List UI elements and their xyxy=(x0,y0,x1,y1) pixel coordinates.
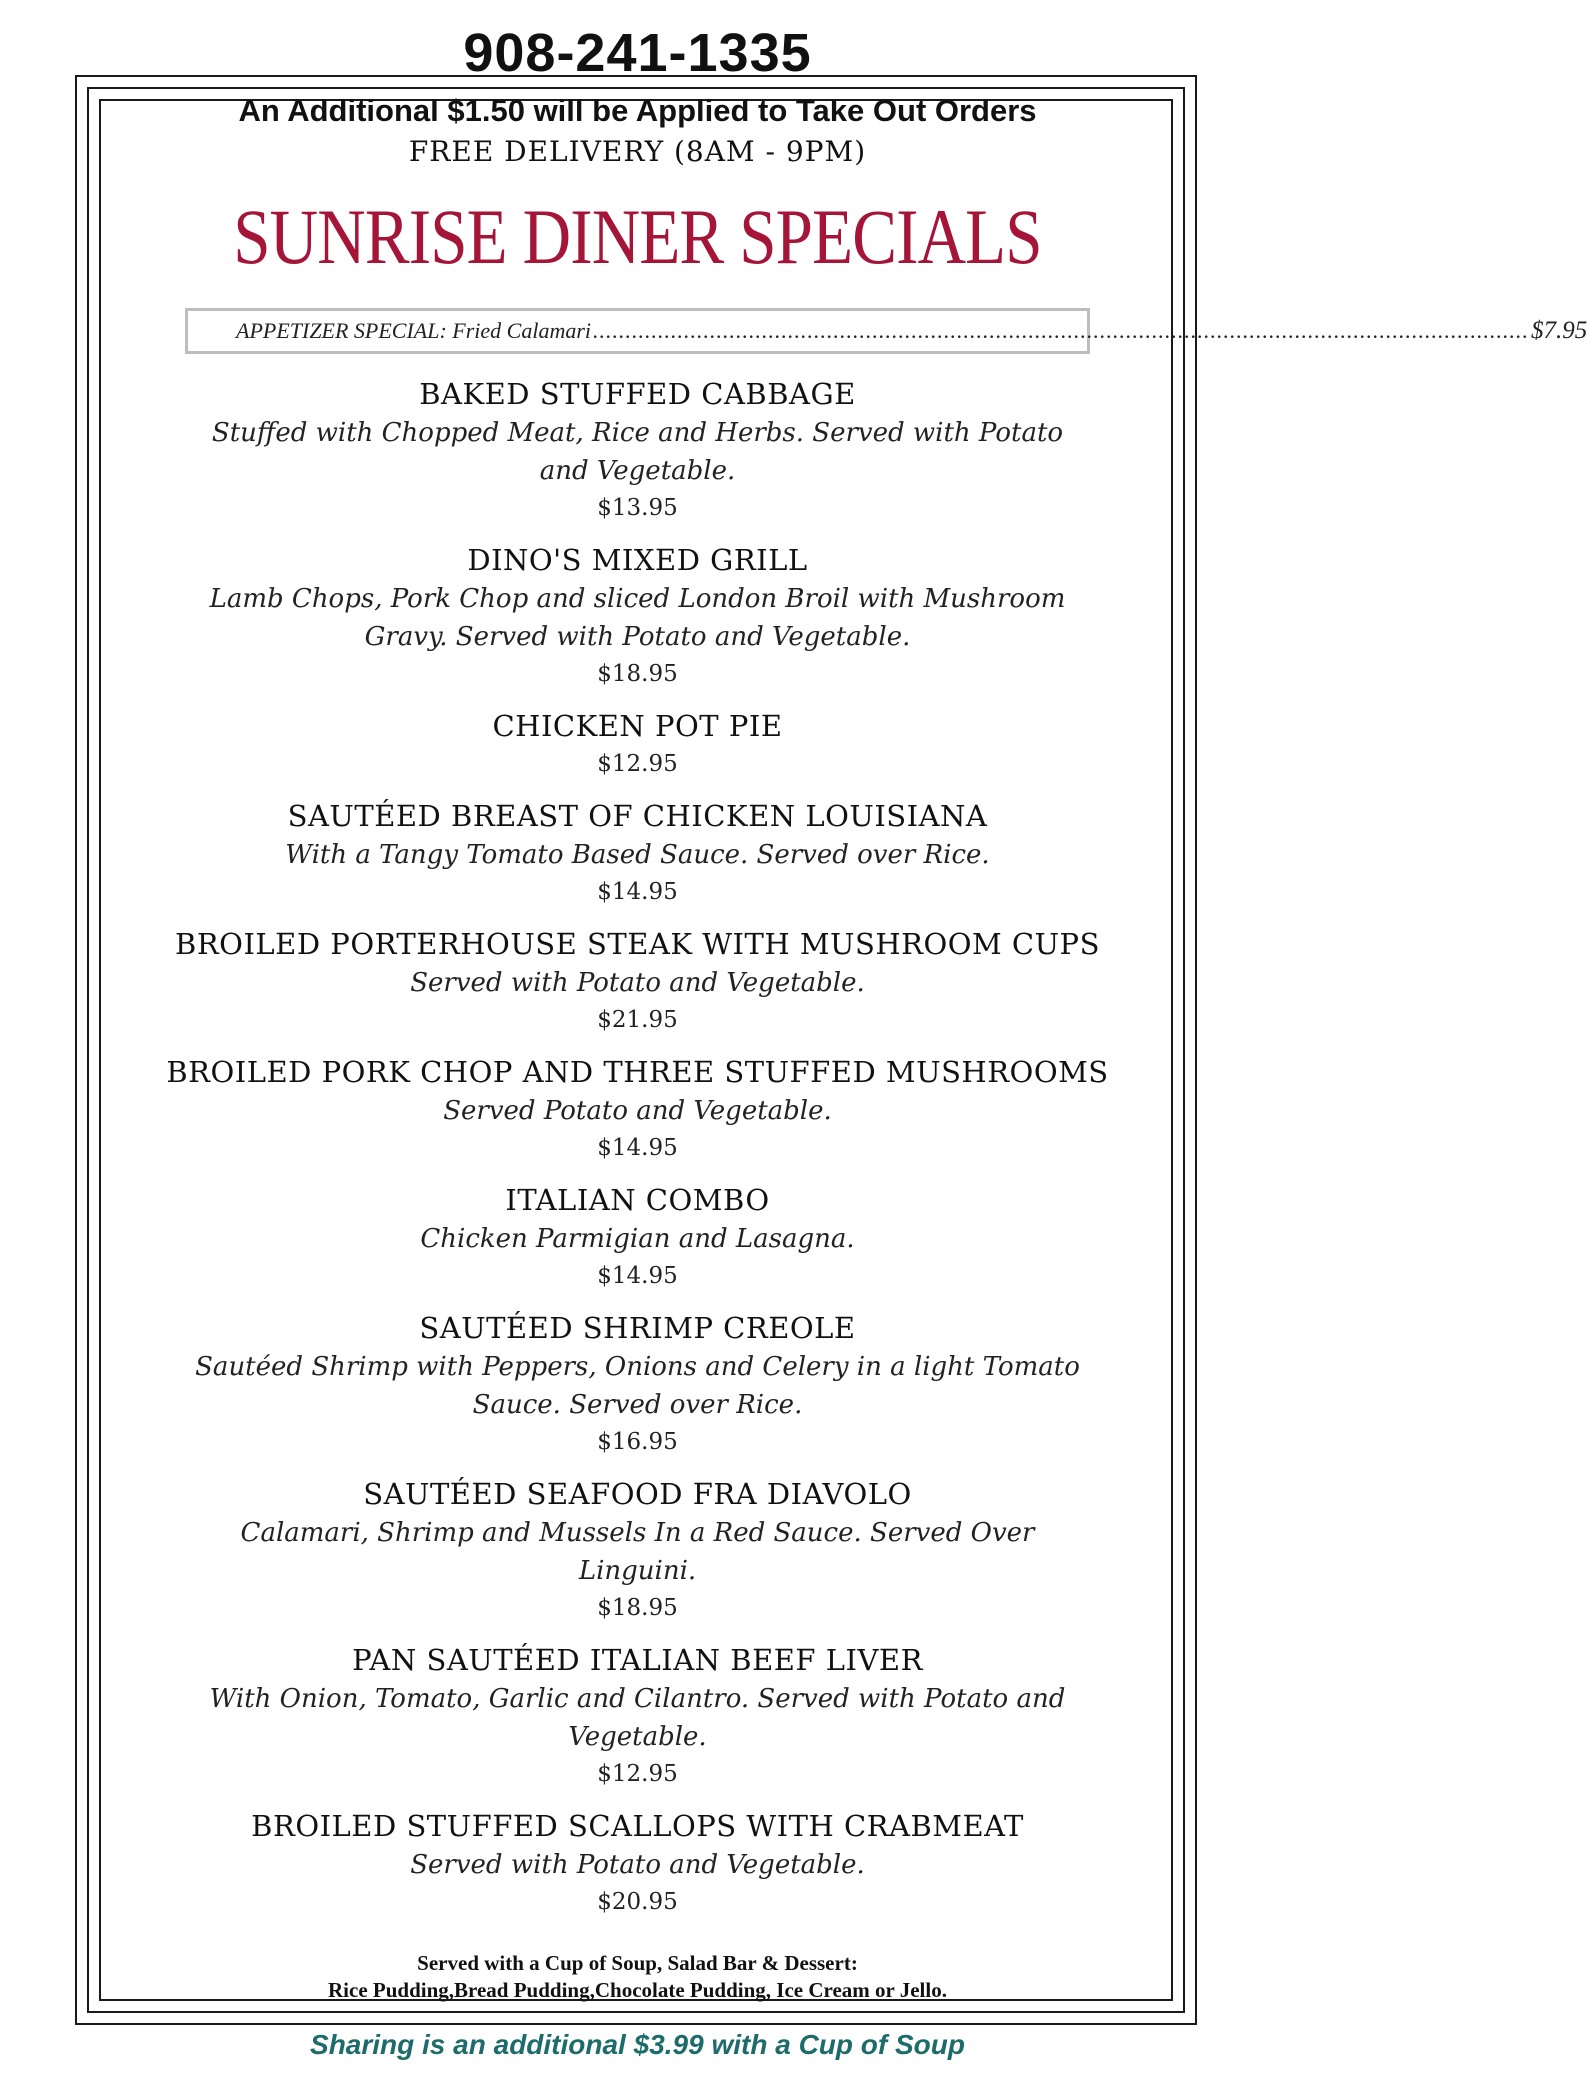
appetizer-dot-leader: ................................................................................................................................................ xyxy=(593,318,1530,343)
menu-item-description: Lamb Chops, Pork Chop and sliced London Broil with Mushroom Gravy. Served with Potato and Vegetable. xyxy=(209,584,1066,652)
menu-item-name: BAKED STUFFED CABBAGE xyxy=(419,377,856,411)
appetizer-price: $7.95 xyxy=(1531,317,1587,344)
menu-item xyxy=(150,1180,1125,1294)
menu-item xyxy=(150,1806,1125,1920)
menu-item-description: Calamari, Shrimp and Mussels In a Red Sauce. Served Over Linguini. xyxy=(240,1518,1035,1586)
menu-item-name: PAN SAUTÉED ITALIAN BEEF LIVER xyxy=(352,1643,923,1677)
menu-item-price: $13.95 xyxy=(597,495,678,521)
menu-item-name: SAUTÉED SHRIMP CREOLE xyxy=(419,1311,856,1345)
menu-item xyxy=(150,796,1125,910)
served-with-line-2: Rice Pudding,Bread Pudding,Chocolate Pudding, Ice Cream or Jello. xyxy=(328,1978,947,2002)
menu-item xyxy=(150,374,1125,526)
menu-item-name: ITALIAN COMBO xyxy=(505,1183,770,1217)
menu-item-description: Stuffed with Chopped Meat, Rice and Herbs. Served with Potato and Vegetable. xyxy=(211,418,1064,486)
appetizer-label: APPETIZER SPECIAL: Fried Calamari xyxy=(236,318,592,343)
menu-item-price: $16.95 xyxy=(597,1429,678,1455)
menu-item xyxy=(150,540,1125,692)
phone-number: 908-241-1335 xyxy=(463,23,812,83)
menu-item-description: With Onion, Tomato, Garlic and Cilantro. Served with Potato and Vegetable. xyxy=(209,1684,1066,1752)
menu-item-price: $21.95 xyxy=(597,1007,678,1033)
served-with-line-1: Served with a Cup of Soup, Salad Bar & Dessert: xyxy=(417,1951,858,1975)
menu-item-description: Chicken Parmigian and Lasagna. xyxy=(420,1224,855,1254)
menu-item-name: BROILED PORK CHOP AND THREE STUFFED MUSHROOMS xyxy=(166,1055,1109,1089)
takeout-notice: An Additional $1.50 will be Applied to Take Out Orders xyxy=(238,93,1037,128)
menu-item xyxy=(150,1474,1125,1626)
menu-item-description: Sautéed Shrimp with Peppers, Onions and Celery in a light Tomato Sauce. Served over Rice. xyxy=(195,1352,1080,1420)
menu-item-description: Served Potato and Vegetable. xyxy=(443,1096,832,1126)
menu-item-price: $20.95 xyxy=(597,1889,678,1915)
menu-item-name: DINO'S MIXED GRILL xyxy=(467,543,808,577)
menu-item-price: $14.95 xyxy=(597,879,678,905)
page-title: SUNRISE DINER SPECIALS xyxy=(233,193,1042,280)
menu-item xyxy=(150,924,1125,1038)
appetizer-special-box xyxy=(185,308,1587,354)
delivery-notice: FREE DELIVERY (8AM - 9PM) xyxy=(408,135,867,168)
menu-item-name: BROILED STUFFED SCALLOPS WITH CRABMEAT xyxy=(251,1809,1024,1843)
menu-item-description: With a Tangy Tomato Based Sauce. Served over Rice. xyxy=(285,840,990,870)
menu-item-description: Served with Potato and Vegetable. xyxy=(410,1850,865,1880)
menu-item-description: Served with Potato and Vegetable. xyxy=(410,968,865,998)
menu-item-price: $12.95 xyxy=(597,1761,678,1787)
menu-item-name: SAUTÉED BREAST OF CHICKEN LOUISIANA xyxy=(287,799,988,833)
menu-item-name: CHICKEN POT PIE xyxy=(492,709,783,743)
menu-item xyxy=(150,1052,1125,1166)
menu-item-price: $18.95 xyxy=(597,661,678,687)
menu-items-list xyxy=(150,374,1125,1934)
menu-item-price: $14.95 xyxy=(597,1263,678,1289)
menu-item-name: SAUTÉED SEAFOOD FRA DIAVOLO xyxy=(363,1477,912,1511)
menu-item xyxy=(150,706,1125,782)
menu-item-name: BROILED PORTERHOUSE STEAK WITH MUSHROOM CUPS xyxy=(175,927,1100,961)
menu-item-price: $18.95 xyxy=(597,1595,678,1621)
sharing-notice: Sharing is an additional $3.99 with a Cup of Soup xyxy=(310,2029,965,2060)
menu-item xyxy=(150,1308,1125,1460)
served-with-note xyxy=(0,1950,1275,2004)
menu-item-price: $12.95 xyxy=(597,751,678,777)
menu-item-price: $14.95 xyxy=(597,1135,678,1161)
menu-item xyxy=(150,1640,1125,1792)
